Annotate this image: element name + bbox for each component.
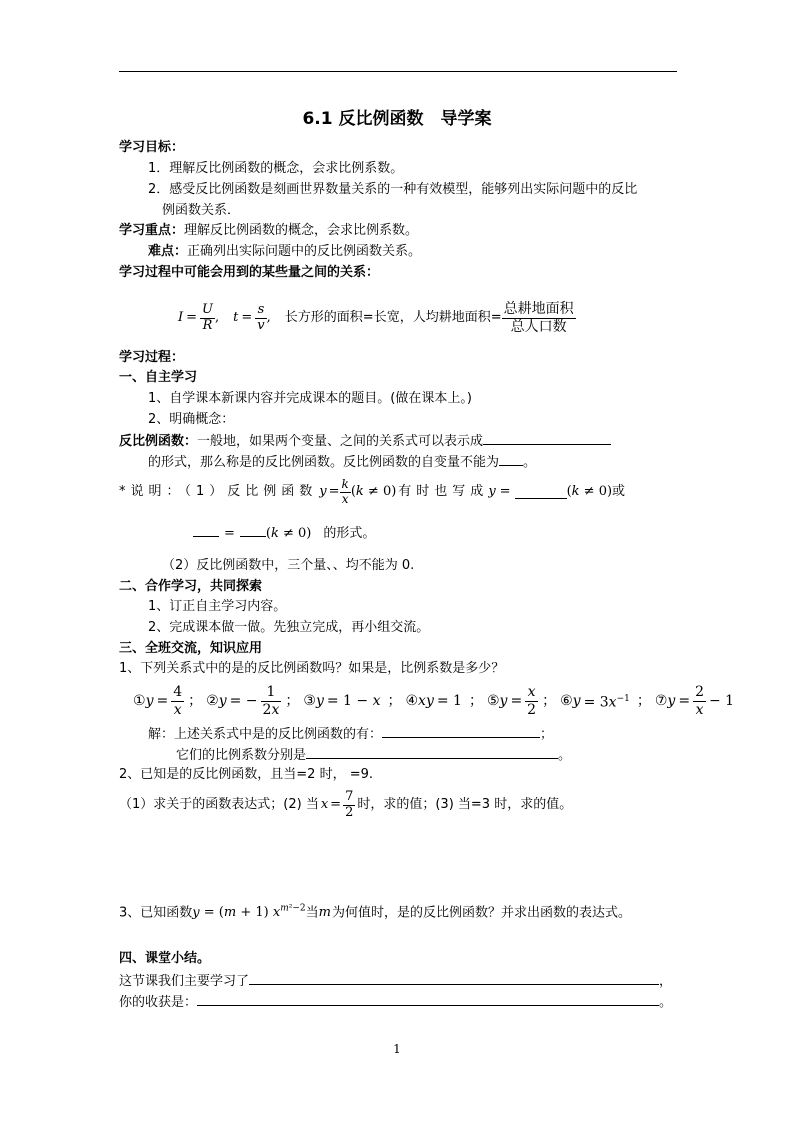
objective-1: 1．理解反比例函数的概念，会求比例系数。 [148,161,404,176]
blank-form [483,431,611,445]
fraction-land-per-capita: $\frac{\text{总耕地面积}}{\text{总人口数}}$ [503,301,574,335]
page-number: 1 [393,1042,401,1056]
question-1-expressions: ① y = $\frac{4}{x}$ ； ② y = − $\frac{1}{2x}$ ； ③ y = 1 − x ； ④ xy = 1 ； ⑤ y = $\frac{x}{2}$ ； ⑥ y = $3x^{-1}$ ； ⑦ y = $\frac{2}{x}$ − 1 [133,684,735,718]
objective-2: 2．感受反比例函数是刻画世界数量关系的一种有效模型，能够列出实际问题中的反比 [148,182,638,197]
section-2-item-2: 2、完成课本做一做。先独立完成，再小组交流。 [148,620,430,635]
blank-right [240,523,266,537]
blank-left [193,523,219,537]
answer-line-1: 解：上述关系式中是的反比例函数的有： ； [148,724,553,744]
blank-summary-2 [197,992,659,1006]
blank-alt-form [515,485,567,499]
note-2: （2）反比例函数中，三个量、、均不能为 0. [162,558,415,573]
summary-line-1: 这节课我们主要学习了 ， [119,971,672,991]
definition: 反比例函数：一般地，如果两个变量、之间的关系式可以表示成 [119,431,611,451]
blank-answer-1 [382,724,540,738]
fraction-s-v: $\frac{s}{v}$ [257,301,265,333]
question-2-sub: （1）求关于的函数表达式；(2) 当 x = $\frac{7}{2}$ 时，求的值；(3) 当=3 时，求的值。 [119,788,573,820]
blank-summary-1 [249,971,659,985]
question-1: 1、下列关系式中的是的反比例函数吗？如果是，比例系数是多少？ [119,661,505,676]
page-title: 6.1 反比例函数 导学案 [302,109,492,129]
difficulty: 难点：正确列出实际问题中的反比例函数关系。 [148,244,422,259]
objectives-heading: 学习目标： [119,140,185,155]
section-1-item-2: 2、明确概念： [148,412,235,427]
note-1-cont: = (k ≠ 0) 的形式。 [193,523,375,543]
section-2-heading: 二、合作学习，共同探索 [119,579,263,594]
note-1: *说明：（1）反比例函数 y = $\frac{k}{x}$ (k ≠ 0) 有时也写成 y = (k ≠ 0) 或 [119,476,626,506]
section-1-heading: 一、自主学习 [119,370,198,385]
question-3: 3、已知函数y = (m + 1) $x^{m^2-2}$当m为何值时，是的反比例函数？并求出函数的表达式。 [119,904,631,921]
section-2-item-1: 1、订正自主学习内容。 [148,599,287,614]
key-points: 学习重点：理解反比例函数的概念，会求比例系数。 [119,223,419,238]
blank-domain [499,452,523,466]
fraction-k-x: $\frac{k}{x}$ [341,476,349,506]
definition-cont: 的形式，那么称是的反比例函数。反比例函数的自变量不能为 。 [148,452,536,472]
relations-formulas: I = $\frac{U}{R}$ , t = $\frac{s}{v}$ , 长方形的面积=长宽，人均耕地面积= $\frac{\text{总耕地面积}}{\text{总人口数}}$ [178,301,574,335]
section-4-heading: 四、课堂小结。 [119,951,211,966]
header-rule [119,71,677,72]
section-3-heading: 三、全班交流，知识应用 [119,641,263,656]
summary-line-2: 你的收获是： 。 [119,992,672,1012]
answer-line-2: 它们的比例系数分别是 。 [176,745,571,765]
fraction-u-r: $\frac{U}{R}$ [202,301,214,333]
relations-heading: 学习过程中可能会用到的某些量之间的关系： [119,265,380,280]
section-1-item-1: 1、自学课本新课内容并完成课本的题目。(做在课本上。) [148,391,472,406]
process-heading: 学习过程： [119,350,185,365]
question-2: 2、已知是的反比例函数，且当=2 时， =9. [119,767,373,782]
objective-2-cont: 例函数关系． [162,203,241,218]
blank-answer-2 [306,745,558,759]
